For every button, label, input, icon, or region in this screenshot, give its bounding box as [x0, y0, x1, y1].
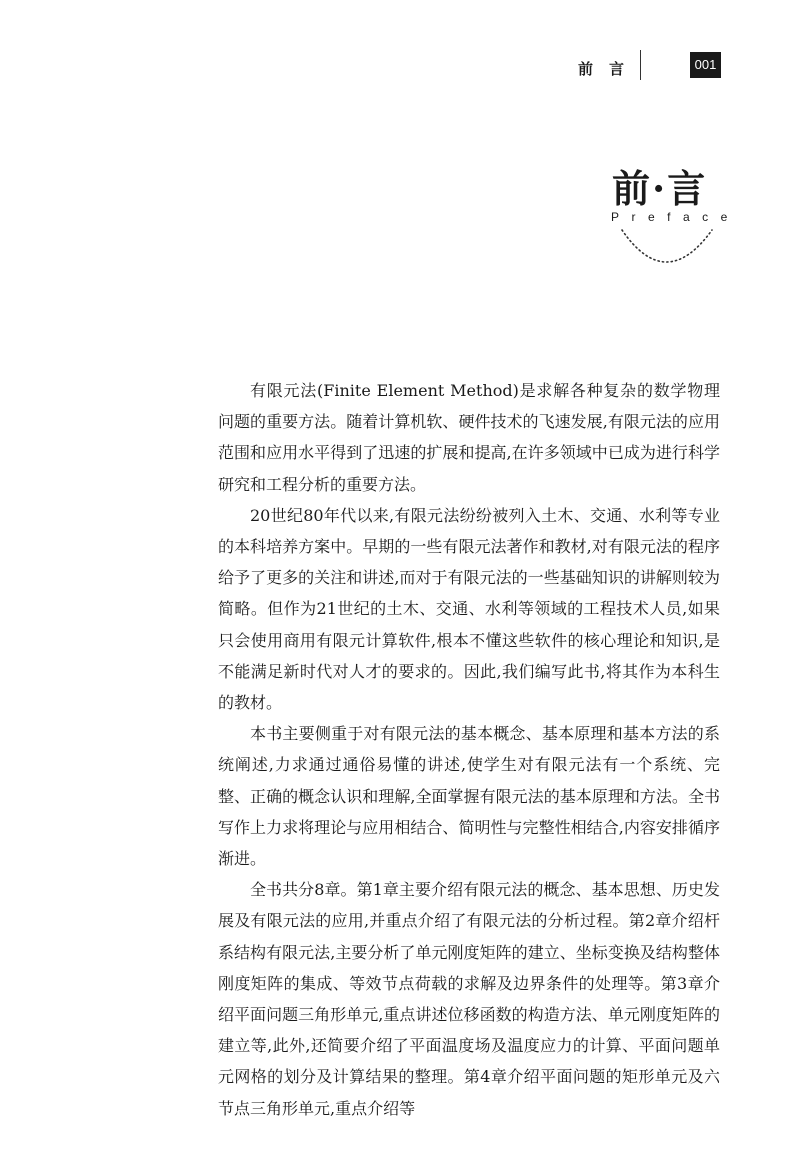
page-number: 001 — [690, 52, 721, 78]
paragraph: 全书共分8章。第1章主要介绍有限元法的概念、基本思想、历史发展及有限元法的应用,并重点介绍了有限元法的分析过程。第2章介绍杆系结构有限元法,主要分析了单元刚度矩阵的建立、坐标变换及结构整体刚度矩阵的集成、等效节点荷载的求解及边界条件的处理等。第3章介绍平面问题三角形单元,重点讲述位移函数的构造方法、单元刚度矩阵的建立等,此外,还简要介绍了平面温度场及温度应力的计算、平面问题单元网格的划分及计算结果的整理。第4章介绍平面问题的矩形单元及六节点三角形单元,重点介绍等 — [218, 880, 720, 1118]
header-divider — [640, 50, 641, 80]
paragraph: 20世纪80年代以来,有限元法纷纷被列入土木、交通、水利等专业的本科培养方案中。早期的一些有限元法著作和教材,对有限元法的程序给予了更多的关注和讲述,而对于有限元法的一些基础知识的讲解则较为简略。但作为21世纪的土木、交通、水利等领域的工程技术人员,如果只会使用商用有限元计算软件,根本不懂这些软件的核心理论和知识,是不能满足新时代对人才的要求的。因此,我们编写此书,将其作为本科生的教材。 — [218, 505, 720, 713]
paragraph: 本书主要侧重于对有限元法的基本概念、基本原理和基本方法的系统阐述,力求通过通俗易懂的讲述,使学生对有限元法有一个系统、完整、正确的概念认识和理解,全面掌握有限元法的基本原理和方法。全书写作上力求将理论与应用相结合、简明性与完整性相结合,内容安排循序渐进。 — [218, 724, 720, 869]
running-header — [560, 50, 730, 80]
chapter-subtitle: Preface — [611, 210, 740, 224]
dotted-arc-ornament — [616, 224, 716, 268]
running-title: 前言 — [578, 60, 641, 78]
chapter-heading — [600, 158, 740, 278]
chapter-title: 前·言 — [612, 166, 708, 211]
paragraph: 有限元法(Finite Element Method)是求解各种复杂的数学物理问题的重要方法。随着计算机软、硬件技术的飞速发展,有限元法的应用范围和应用水平得到了迅速的扩展和提高,在许多领域中已成为进行科学研究和工程分析的重要方法。 — [218, 381, 720, 494]
body-text — [218, 375, 720, 1124]
